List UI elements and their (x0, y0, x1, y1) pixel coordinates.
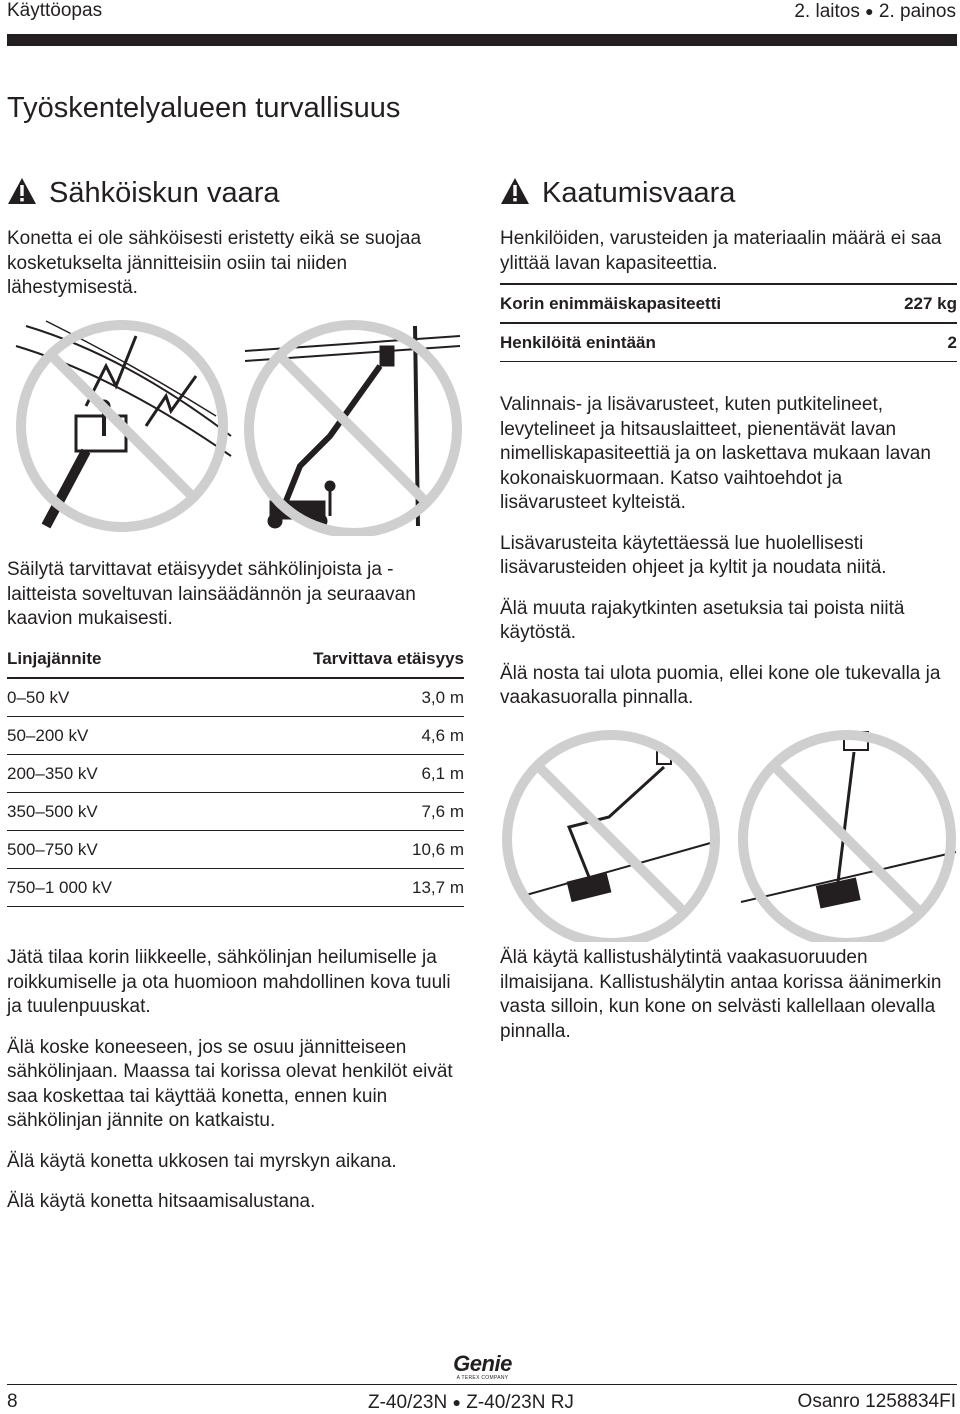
voltage-cell: 500–750 kV (7, 831, 194, 869)
voltage-cell: 50–200 kV (7, 717, 194, 755)
warning-icon (7, 177, 37, 205)
logo-tagline: A TEREX COMPANY (456, 1375, 509, 1381)
storm-paragraph: Älä käytä konetta ukkosen tai myrskyn aikana. (7, 1150, 397, 1172)
printing-label: 2. painos (878, 1, 956, 22)
column-header-distance: Tarvittava etäisyys (194, 640, 464, 678)
model-info (368, 1391, 574, 1414)
electrocution-heading-text: Sähköiskun vaara (49, 177, 280, 209)
model-b: Z-40/23N RJ (466, 1392, 574, 1413)
tilt-alarm-paragraph: Älä käytä kallistushälytintä vaakasuoruuden ilmaisijana. Kallistushälytin antaa korissa äänimerkin vasta silloin, kun kone on selvästi kallellaan olevalla pinnalla. (500, 947, 942, 1042)
tipover-intro: Henkilöiden, varusteiden ja materiaalin määrä ei saa ylittää lavan kapasiteettia. (500, 228, 942, 274)
bullet-icon: ● (452, 1394, 461, 1410)
table-row (7, 831, 464, 869)
page-number: 8 (7, 1391, 18, 1412)
sway-paragraph: Jätä tilaa korin liikkeelle, sähkölinjan heilumiselle ja roikkumiselle ja ota huomioon mahdollinen kova tuuli ja tuulenpuuskat. (7, 947, 451, 1017)
electrocution-heading (7, 175, 280, 211)
firm-surface-paragraph: Älä nosta tai ulota puomia, ellei kone ole tukevalla ja vaakasuoralla pinnalla. (500, 662, 941, 708)
distance-cell: 13,7 m (194, 869, 464, 907)
distance-table (7, 640, 464, 907)
power-line-contact-illustration (6, 316, 238, 536)
keep-distance-text: Säilytä tarvittavat etäisyydet sähkölinjoista ja -laitteista soveltuvan lainsäädännön ja seuraavan kaavion mukaisesti. (7, 559, 416, 629)
welding-paragraph: Älä käytä konetta hitsaamisalustana. (7, 1191, 316, 1212)
table-row (7, 678, 464, 717)
genie-logo (440, 1353, 525, 1381)
accessories-paragraph: Valinnais- ja lisävarusteet, kuten putkitelineet, levytelineet ja hitsauslaitteet, pienentävät lavan nimelliskapasiteettiä ja on laskettava mukaan lavan kokonaiskuormaan. Katso vaihtoehdot ja lisävarusteet kylteistä. (500, 394, 931, 513)
boom-on-slope-illustration (499, 722, 724, 942)
voltage-cell: 200–350 kV (7, 755, 194, 793)
electrocution-paragraphs (7, 946, 467, 1215)
capacity-label: Korin enimmäiskapasiteetti (500, 293, 722, 313)
edition-label: 2. laitos (794, 1, 860, 22)
occupants-value: 2 (947, 332, 957, 352)
edition-info (794, 0, 956, 23)
page-title: Työskentelyalueen turvallisuus (7, 92, 401, 124)
accessory-instructions-paragraph: Lisävarusteita käytettäessä lue huolellisesti lisävarusteiden ohjeet ja kyltit ja noudata niitä. (500, 532, 887, 578)
occupants-row (500, 324, 957, 362)
contact-paragraph: Älä koske koneeseen, jos se osuu jännitteiseen sähkölinjaan. Maassa tai korissa olevat henkilöt eivät saa koskettaa tai käyttää konetta, ennen kuin sähkölinjan jännite on katkaistu. (7, 1036, 453, 1131)
table-row (7, 793, 464, 831)
header-rule (7, 34, 957, 46)
tipover-heading (500, 175, 735, 211)
table-row (7, 869, 464, 907)
distance-cell: 3,0 m (194, 678, 464, 717)
capacity-value: 227 kg (904, 293, 957, 313)
table-row (7, 755, 464, 793)
voltage-cell: 350–500 kV (7, 793, 194, 831)
capacity-table (500, 283, 957, 362)
elevated-boom-on-slope-illustration (736, 722, 958, 942)
distance-cell: 10,6 m (194, 831, 464, 869)
table-row (7, 717, 464, 755)
logo-brand: Genie (453, 1351, 512, 1376)
bullet-icon: ● (865, 3, 874, 19)
occupants-label: Henkilöitä enintään (500, 332, 656, 352)
boom-near-power-line-illustration (240, 316, 465, 536)
voltage-cell: 0–50 kV (7, 678, 194, 717)
manual-title: Käyttöopas (7, 0, 103, 21)
tipover-heading-text: Kaatumisvaara (542, 177, 736, 209)
distance-cell: 6,1 m (194, 755, 464, 793)
column-header-voltage: Linjajännite (7, 640, 194, 678)
part-number: Osanro 1258834FI (797, 1391, 956, 1412)
warning-icon (500, 177, 530, 205)
electrocution-intro: Konetta ei ole sähköisesti eristetty eikä se suojaa kosketukselta jännitteisiin osiin tai niiden lähestymisestä. (7, 228, 422, 298)
distance-cell: 4,6 m (194, 717, 464, 755)
footer-rule (7, 1384, 957, 1385)
voltage-cell: 750–1 000 kV (7, 869, 194, 907)
model-a: Z-40/23N (368, 1392, 448, 1413)
table-header-row (7, 640, 464, 678)
tipover-paragraphs (500, 393, 950, 711)
distance-cell: 7,6 m (194, 793, 464, 831)
limit-switch-paragraph: Älä muuta rajakytkinten asetuksia tai poista niitä käytöstä. (500, 597, 905, 643)
capacity-row (500, 285, 957, 324)
